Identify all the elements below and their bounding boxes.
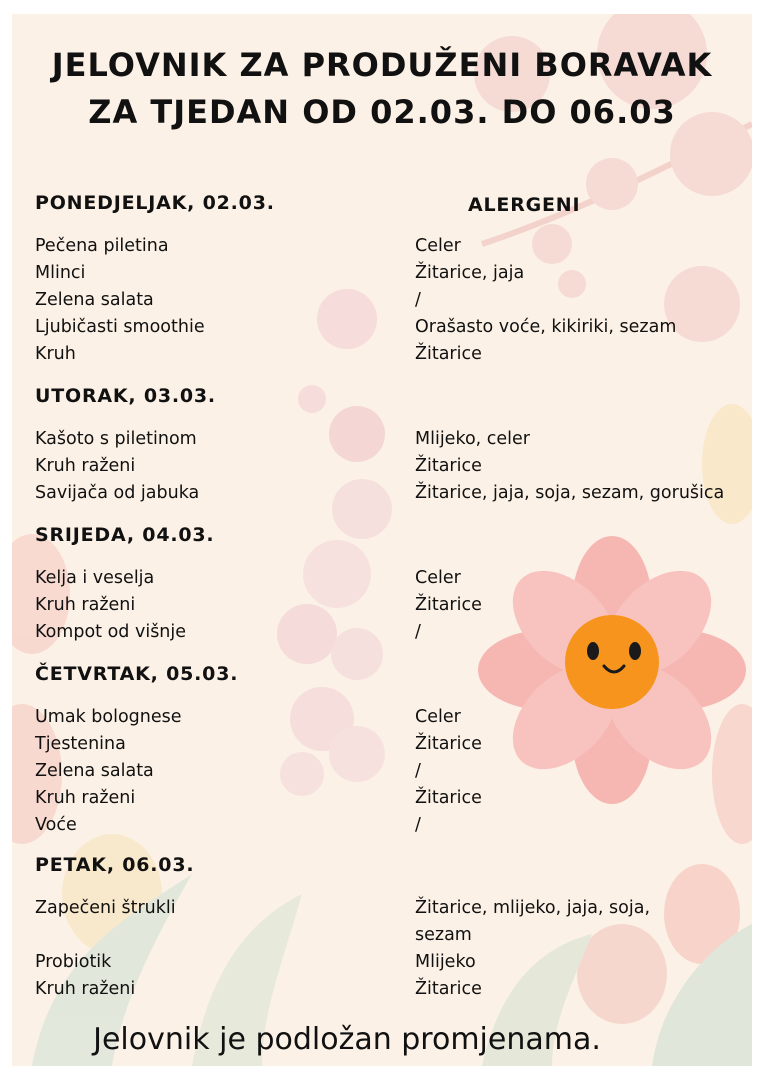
menu-item-allergens: Žitarice, jaja, soja, sezam, gorušica xyxy=(415,483,725,503)
day-heading: SRIJEDA, 04.03. xyxy=(35,524,215,546)
menu-item-allergens: Žitarice, jaja xyxy=(415,263,525,283)
menu-item-food: Kompot od višnje xyxy=(35,622,187,642)
menu-item-allergens: / xyxy=(415,622,421,642)
menu-item-food: Mlinci xyxy=(35,263,86,283)
menu-item-food: Tjestenina xyxy=(35,734,126,754)
center-blossoms xyxy=(270,284,392,804)
menu-item-food: Voće xyxy=(35,815,77,835)
menu-item-allergens: Mlijeko xyxy=(415,952,476,972)
day-heading: ČETVRTAK, 05.03. xyxy=(35,663,239,685)
menu-item-food: Kelja i veselja xyxy=(35,568,155,588)
menu-item-allergens: / xyxy=(415,290,421,310)
menu-item-food: Probiotik xyxy=(35,952,112,972)
menu-item-allergens: Žitarice xyxy=(415,456,482,476)
menu-item-allergens: Celer xyxy=(415,568,461,588)
menu-item-food: Kruh raženi xyxy=(35,788,136,808)
menu-item-allergens: Žitarice xyxy=(415,734,482,754)
menu-item-food: Savijača od jabuka xyxy=(35,483,200,503)
menu-item-allergens-continued: sezam xyxy=(415,925,472,945)
menu-item-food: Zelena salata xyxy=(35,290,154,310)
menu-item-allergens: Mlijeko, celer xyxy=(415,429,531,449)
menu-item-allergens: Celer xyxy=(415,707,461,727)
menu-item-allergens: Žitarice, mlijeko, jaja, soja, xyxy=(415,898,651,918)
sun-flower-icon xyxy=(478,536,746,804)
day-heading: UTORAK, 03.03. xyxy=(35,385,216,407)
menu-item-allergens: Žitarice xyxy=(415,788,482,808)
menu-item-food: Kruh xyxy=(35,344,76,364)
allergens-header: ALERGENI xyxy=(468,194,581,216)
menu-item-allergens: / xyxy=(415,761,421,781)
menu-item-allergens: Celer xyxy=(415,236,461,256)
day-heading: PETAK, 06.03. xyxy=(35,854,195,876)
day-heading: PONEDJELJAK, 02.03. xyxy=(35,192,275,214)
page-title xyxy=(0,42,764,136)
title-line-1: JELOVNIK ZA PRODUŽENI BORAVAK xyxy=(51,46,713,84)
menu-item-food: Kašoto s piletinom xyxy=(35,429,197,449)
menu-item-allergens: Orašasto voće, kikiriki, sezam xyxy=(415,317,677,337)
menu-item-food: Pečena piletina xyxy=(35,236,169,256)
disclaimer-note: Jelovnik je podložan promjenama. xyxy=(93,1022,601,1057)
menu-item-food: Kruh raženi xyxy=(35,595,136,615)
title-line-2: ZA TJEDAN OD 02.03. DO 06.03 xyxy=(88,93,676,131)
menu-item-allergens: / xyxy=(415,815,421,835)
menu-item-allergens: Žitarice xyxy=(415,979,482,999)
menu-item-food: Umak bolognese xyxy=(35,707,182,727)
menu-item-food: Zapečeni štrukli xyxy=(35,898,176,918)
menu-item-food: Kruh raženi xyxy=(35,456,136,476)
menu-item-allergens: Žitarice xyxy=(415,344,482,364)
menu-item-food: Ljubičasti smoothie xyxy=(35,317,205,337)
menu-item-food: Kruh raženi xyxy=(35,979,136,999)
menu-item-food: Zelena salata xyxy=(35,761,154,781)
menu-item-allergens: Žitarice xyxy=(415,595,482,615)
